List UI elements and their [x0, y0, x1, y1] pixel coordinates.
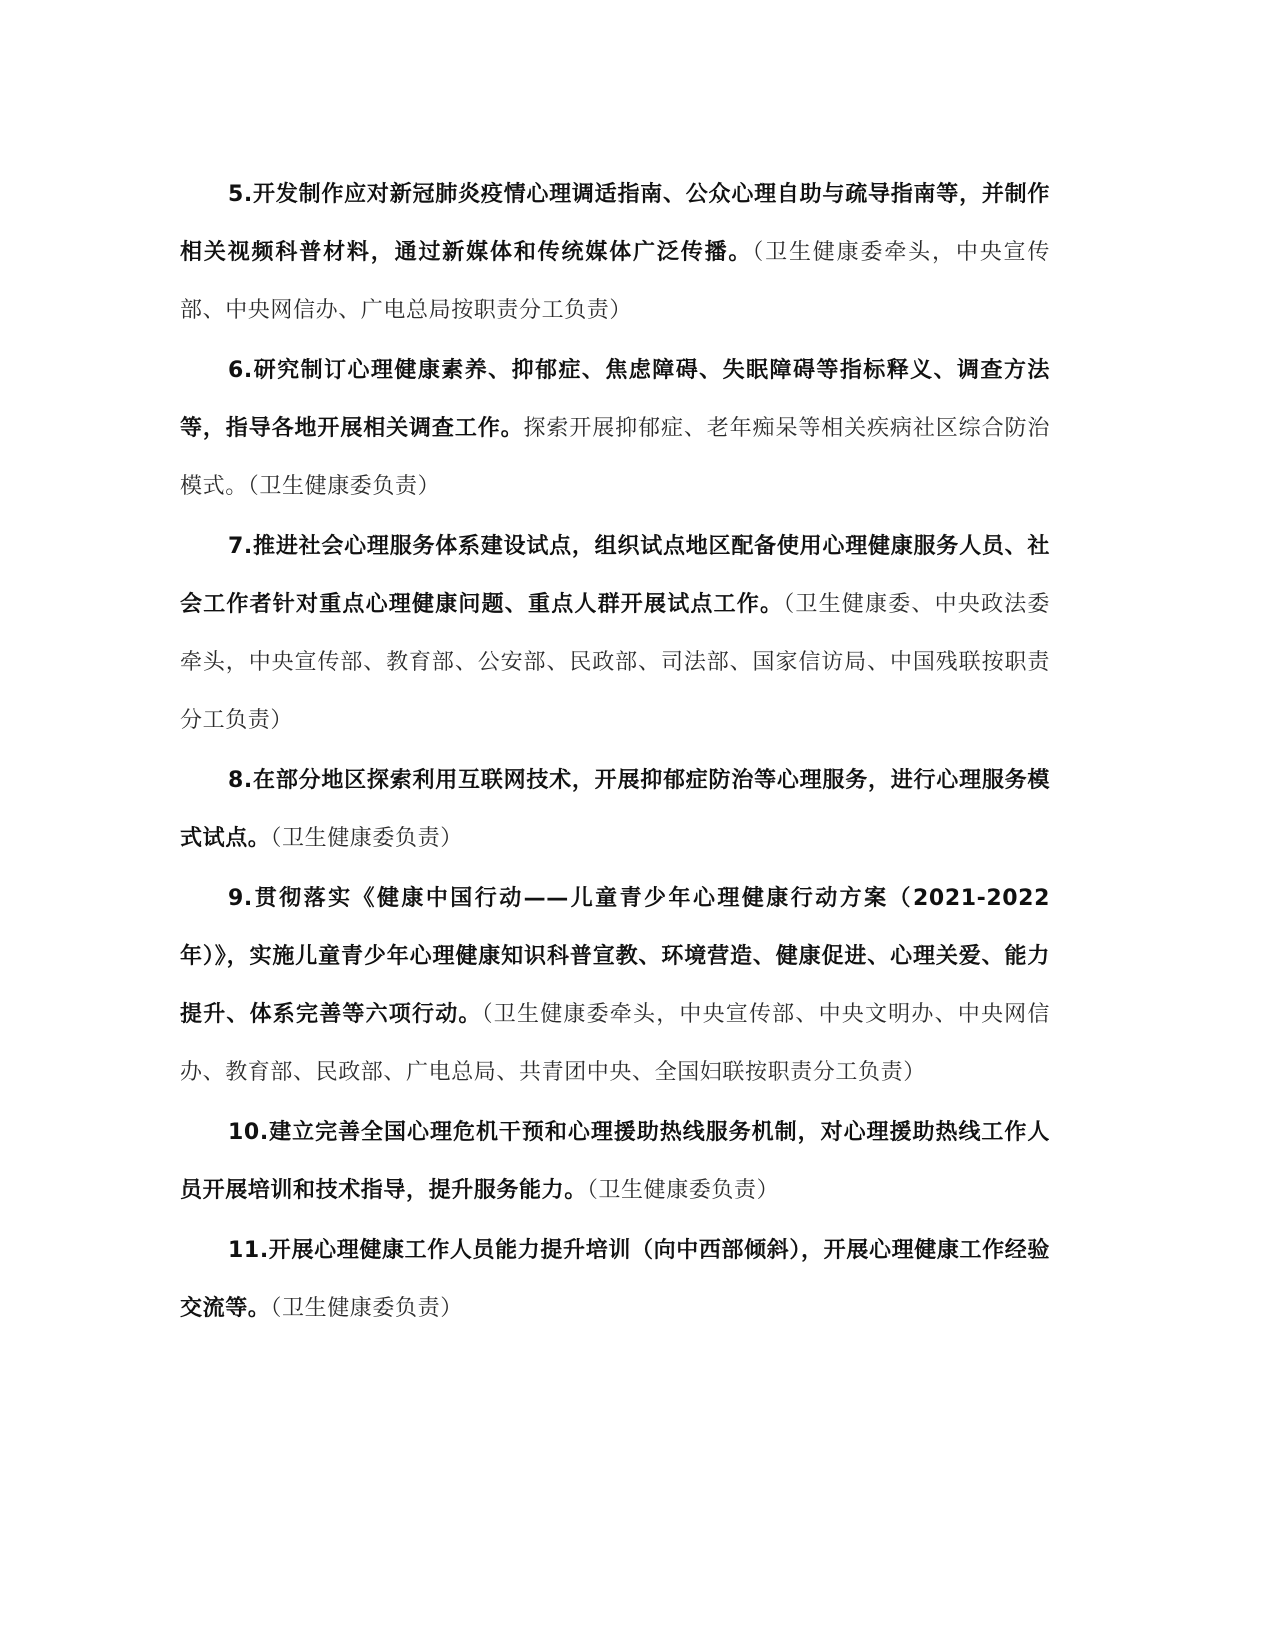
item-9-responsibility: （卫生健康委牵头，中央宣传部、中央文明办、中央网信办、教育部、民政部、广电总局、共青团中央、全国妇联按职责分工负责） [180, 1002, 1050, 1085]
item-9 [180, 869, 1050, 1101]
item-7-task: 7.推进社会心理服务体系建设试点，组织试点地区配备使用心理健康服务人员、社会工作者针对重点心理健康问题、重点人群开展试点工作。 [180, 534, 1050, 617]
item-5-task: 5.开发制作应对新冠肺炎疫情心理调适指南、公众心理自助与疏导指南等，并制作相关视频科普材料，通过新媒体和传统媒体广泛传播。 [180, 182, 1050, 265]
item-8 [180, 751, 1050, 867]
item-6 [180, 341, 1050, 515]
item-11-responsibility: （卫生健康委负责） [270, 1296, 463, 1321]
item-5 [180, 165, 1050, 339]
document-page [180, 165, 1050, 1339]
item-11 [180, 1221, 1050, 1337]
item-6-task: 6.研究制订心理健康素养、抑郁症、焦虑障碍、失眠障碍等指标释义、调查方法等，指导各地开展相关调查工作。 [180, 358, 1050, 441]
item-10-responsibility: （卫生健康委负责） [586, 1178, 780, 1203]
item-11-task: 11.开展心理健康工作人员能力提升培训（向中西部倾斜），开展心理健康工作经验交流等。 [180, 1238, 1050, 1321]
item-7 [180, 517, 1050, 749]
item-10-task: 10.建立完善全国心理危机干预和心理援助热线服务机制，对心理援助热线工作人员开展培训和技术指导，提升服务能力。 [180, 1120, 1050, 1203]
item-9-task: 9.贯彻落实《健康中国行动——儿童青少年心理健康行动方案（2021-2022年）》，实施儿童青少年心理健康知识科普宣教、环境营造、健康促进、心理关爱、能力提升、体系完善等六项行动。 [180, 886, 1050, 1027]
item-5-responsibility: （卫生健康委牵头，中央宣传部、中央网信办、广电总局按职责分工负责） [180, 240, 1050, 323]
item-6-responsibility: 探索开展抑郁症、老年痴呆等相关疾病社区综合防治模式。（卫生健康委负责） [180, 416, 1050, 499]
item-8-task: 8.在部分地区探索利用互联网技术，开展抑郁症防治等心理服务，进行心理服务模式试点。 [180, 768, 1050, 851]
item-10 [180, 1103, 1050, 1219]
item-8-responsibility: （卫生健康委负责） [270, 826, 463, 851]
item-7-responsibility: （卫生健康委、中央政法委牵头，中央宣传部、教育部、公安部、民政部、司法部、国家信访局、中国残联按职责分工负责） [180, 592, 1051, 733]
